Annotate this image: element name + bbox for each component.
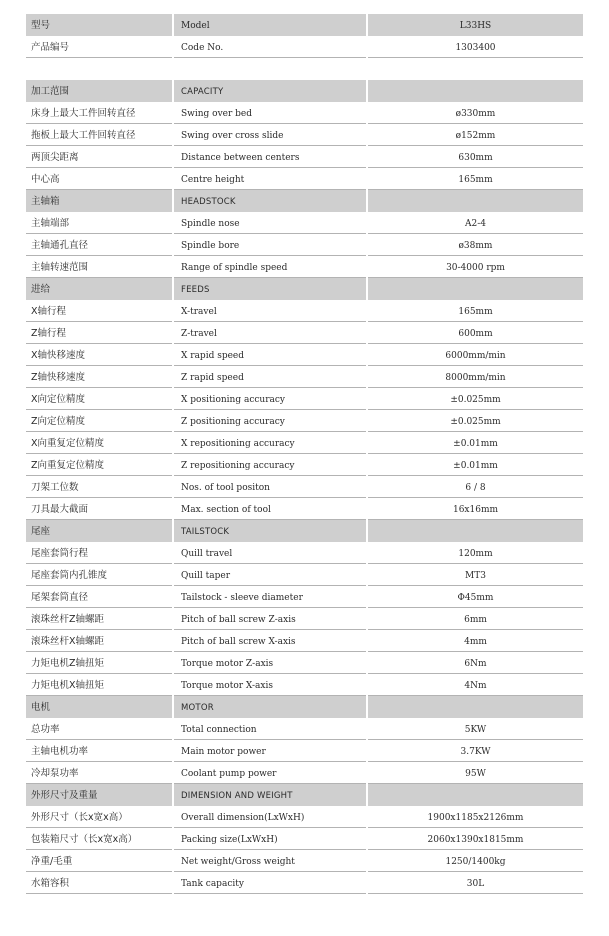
spec-row bbox=[26, 630, 583, 652]
section-value-blank bbox=[368, 190, 583, 212]
spec-label-en: Tailstock - sleeve diameter bbox=[174, 586, 366, 608]
spec-label-cn: 尾座套筒行程 bbox=[26, 542, 172, 564]
spec-row bbox=[26, 850, 583, 872]
spec-value: 6Nm bbox=[368, 652, 583, 674]
spec-label-en: Main motor power bbox=[174, 740, 366, 762]
spec-row bbox=[26, 212, 583, 234]
spec-label-cn: 床身上最大工件回转直径 bbox=[26, 102, 172, 124]
spec-label-en: Range of spindle speed bbox=[174, 256, 366, 278]
spec-label-en: Spindle nose bbox=[174, 212, 366, 234]
section-title-cn: 外形尺寸及重量 bbox=[26, 784, 172, 806]
spec-label-cn: 刀具最大截面 bbox=[26, 498, 172, 520]
spec-label-en: Tank capacity bbox=[174, 872, 366, 894]
spec-label-en: Spindle bore bbox=[174, 234, 366, 256]
spec-value: 165mm bbox=[368, 168, 583, 190]
spec-label-en: Pitch of ball screw Z-axis bbox=[174, 608, 366, 630]
section-value-blank bbox=[368, 278, 583, 300]
section-title-cn: 主轴箱 bbox=[26, 190, 172, 212]
spec-value: 630mm bbox=[368, 146, 583, 168]
code-label-en: Code No. bbox=[174, 36, 366, 58]
spec-row bbox=[26, 168, 583, 190]
spec-label-cn: 包装箱尺寸（长x宽x高） bbox=[26, 828, 172, 850]
section-title-en: CAPACITY bbox=[174, 80, 366, 102]
spec-row bbox=[26, 102, 583, 124]
spec-value: 6mm bbox=[368, 608, 583, 630]
spec-row bbox=[26, 322, 583, 344]
spec-label-en: Swing over cross slide bbox=[174, 124, 366, 146]
spec-label-cn: X轴行程 bbox=[26, 300, 172, 322]
spec-label-cn: 刀架工位数 bbox=[26, 476, 172, 498]
section-title-en: FEEDS bbox=[174, 278, 366, 300]
section-title-en: DIMENSION AND WEIGHT bbox=[174, 784, 366, 806]
spec-value: ±0.01mm bbox=[368, 454, 583, 476]
model-label-cn: 型号 bbox=[26, 14, 172, 36]
section-header bbox=[26, 80, 583, 102]
spec-value: ø152mm bbox=[368, 124, 583, 146]
section-title-en: TAILSTOCK bbox=[174, 520, 366, 542]
spec-label-en: Max. section of tool bbox=[174, 498, 366, 520]
spec-label-cn: 滚珠丝杆Z轴螺距 bbox=[26, 608, 172, 630]
spec-value: 2060x1390x1815mm bbox=[368, 828, 583, 850]
code-row bbox=[26, 36, 583, 58]
spec-value: 30L bbox=[368, 872, 583, 894]
spec-label-en: X positioning accuracy bbox=[174, 388, 366, 410]
model-value: L33HS bbox=[368, 14, 583, 36]
spec-label-cn: 总功率 bbox=[26, 718, 172, 740]
spec-label-cn: 冷却泵功率 bbox=[26, 762, 172, 784]
spec-row bbox=[26, 388, 583, 410]
spec-value: 8000mm/min bbox=[368, 366, 583, 388]
spec-row bbox=[26, 432, 583, 454]
spec-value: 6 / 8 bbox=[368, 476, 583, 498]
section-value-blank bbox=[368, 80, 583, 102]
spec-row bbox=[26, 146, 583, 168]
spec-label-en: Quill taper bbox=[174, 564, 366, 586]
spec-value: 1900x1185x2126mm bbox=[368, 806, 583, 828]
spec-label-en: X rapid speed bbox=[174, 344, 366, 366]
code-value: 1303400 bbox=[368, 36, 583, 58]
spec-value: 5KW bbox=[368, 718, 583, 740]
spec-label-cn: 主轴端部 bbox=[26, 212, 172, 234]
spec-label-cn: Z向重复定位精度 bbox=[26, 454, 172, 476]
section-header bbox=[26, 784, 583, 806]
spec-value: 4mm bbox=[368, 630, 583, 652]
spec-label-cn: 主轴电机功率 bbox=[26, 740, 172, 762]
spec-label-en: X repositioning accuracy bbox=[174, 432, 366, 454]
model-label-en: Model bbox=[174, 14, 366, 36]
spec-value: ±0.01mm bbox=[368, 432, 583, 454]
spec-row bbox=[26, 344, 583, 366]
spec-label-en: Centre height bbox=[174, 168, 366, 190]
spec-row bbox=[26, 762, 583, 784]
spec-label-en: Pitch of ball screw X-axis bbox=[174, 630, 366, 652]
spec-row bbox=[26, 300, 583, 322]
section-title-en: HEADSTOCK bbox=[174, 190, 366, 212]
spec-row bbox=[26, 806, 583, 828]
spec-label-cn: 两顶尖距离 bbox=[26, 146, 172, 168]
section-header bbox=[26, 520, 583, 542]
section-header bbox=[26, 278, 583, 300]
spec-row bbox=[26, 124, 583, 146]
spec-label-en: Torque motor X-axis bbox=[174, 674, 366, 696]
spec-value: 120mm bbox=[368, 542, 583, 564]
spec-label-cn: 外形尺寸（长x宽x高） bbox=[26, 806, 172, 828]
spec-label-en: Torque motor Z-axis bbox=[174, 652, 366, 674]
section-title-cn: 加工范围 bbox=[26, 80, 172, 102]
spec-row bbox=[26, 740, 583, 762]
section-value-blank bbox=[368, 696, 583, 718]
spec-value: Φ45mm bbox=[368, 586, 583, 608]
spec-label-en: Z repositioning accuracy bbox=[174, 454, 366, 476]
spec-value: 16x16mm bbox=[368, 498, 583, 520]
spec-row bbox=[26, 454, 583, 476]
spec-row bbox=[26, 498, 583, 520]
spec-label-en: Z positioning accuracy bbox=[174, 410, 366, 432]
spec-row bbox=[26, 586, 583, 608]
spec-label-en: Packing size(LxWxH) bbox=[174, 828, 366, 850]
spec-label-cn: 滚珠丝杆X轴螺距 bbox=[26, 630, 172, 652]
spec-row bbox=[26, 542, 583, 564]
spec-value: A2-4 bbox=[368, 212, 583, 234]
spec-label-en: Nos. of tool positon bbox=[174, 476, 366, 498]
spec-row bbox=[26, 674, 583, 696]
spec-sections bbox=[26, 80, 583, 894]
spec-label-en: Quill travel bbox=[174, 542, 366, 564]
code-label-cn: 产品编号 bbox=[26, 36, 172, 58]
spec-label-en: Distance between centers bbox=[174, 146, 366, 168]
spec-value: MT3 bbox=[368, 564, 583, 586]
spec-label-cn: X向重复定位精度 bbox=[26, 432, 172, 454]
section-value-blank bbox=[368, 784, 583, 806]
spec-row bbox=[26, 652, 583, 674]
spec-label-cn: 中心高 bbox=[26, 168, 172, 190]
spec-row bbox=[26, 872, 583, 894]
section-title-cn: 尾座 bbox=[26, 520, 172, 542]
spec-value: 3.7KW bbox=[368, 740, 583, 762]
spec-value: ±0.025mm bbox=[368, 410, 583, 432]
spec-label-en: Coolant pump power bbox=[174, 762, 366, 784]
spec-value: ±0.025mm bbox=[368, 388, 583, 410]
spec-value: ø38mm bbox=[368, 234, 583, 256]
spec-value: 1250/1400kg bbox=[368, 850, 583, 872]
spec-label-cn: 净重/毛重 bbox=[26, 850, 172, 872]
spec-value: 600mm bbox=[368, 322, 583, 344]
spec-label-cn: 尾架套筒直径 bbox=[26, 586, 172, 608]
spec-label-cn: Z轴快移速度 bbox=[26, 366, 172, 388]
spec-label-cn: X向定位精度 bbox=[26, 388, 172, 410]
spec-label-en: Overall dimension(LxWxH) bbox=[174, 806, 366, 828]
spec-row bbox=[26, 608, 583, 630]
spec-row bbox=[26, 366, 583, 388]
model-row bbox=[26, 14, 583, 36]
spec-label-cn: 力矩电机Z轴扭矩 bbox=[26, 652, 172, 674]
spec-row bbox=[26, 564, 583, 586]
spec-label-en: Total connection bbox=[174, 718, 366, 740]
spec-label-en: X-travel bbox=[174, 300, 366, 322]
section-title-en: MOTOR bbox=[174, 696, 366, 718]
spec-value: 165mm bbox=[368, 300, 583, 322]
spec-row bbox=[26, 410, 583, 432]
spec-label-en: Z-travel bbox=[174, 322, 366, 344]
spec-value: 6000mm/min bbox=[368, 344, 583, 366]
spec-value: ø330mm bbox=[368, 102, 583, 124]
section-title-cn: 进给 bbox=[26, 278, 172, 300]
spec-label-en: Swing over bed bbox=[174, 102, 366, 124]
section-title-cn: 电机 bbox=[26, 696, 172, 718]
section-header bbox=[26, 190, 583, 212]
spec-row bbox=[26, 476, 583, 498]
spec-row bbox=[26, 256, 583, 278]
section-value-blank bbox=[368, 520, 583, 542]
spec-label-cn: 主轴通孔直径 bbox=[26, 234, 172, 256]
spec-label-cn: 尾座套筒内孔锥度 bbox=[26, 564, 172, 586]
spacer bbox=[26, 58, 583, 80]
spec-label-cn: Z轴行程 bbox=[26, 322, 172, 344]
spec-label-cn: Z向定位精度 bbox=[26, 410, 172, 432]
spec-value: 95W bbox=[368, 762, 583, 784]
spec-table bbox=[26, 14, 583, 894]
spec-value: 4Nm bbox=[368, 674, 583, 696]
spec-label-cn: 水箱容积 bbox=[26, 872, 172, 894]
spec-label-cn: 拖板上最大工件回转直径 bbox=[26, 124, 172, 146]
spec-row bbox=[26, 828, 583, 850]
section-header bbox=[26, 696, 583, 718]
spec-label-en: Z rapid speed bbox=[174, 366, 366, 388]
spec-label-cn: 力矩电机X轴扭矩 bbox=[26, 674, 172, 696]
spec-label-en: Net weight/Gross weight bbox=[174, 850, 366, 872]
spec-value: 30-4000 rpm bbox=[368, 256, 583, 278]
spec-label-cn: 主轴转速范围 bbox=[26, 256, 172, 278]
spec-label-cn: X轴快移速度 bbox=[26, 344, 172, 366]
spec-row bbox=[26, 234, 583, 256]
spec-row bbox=[26, 718, 583, 740]
